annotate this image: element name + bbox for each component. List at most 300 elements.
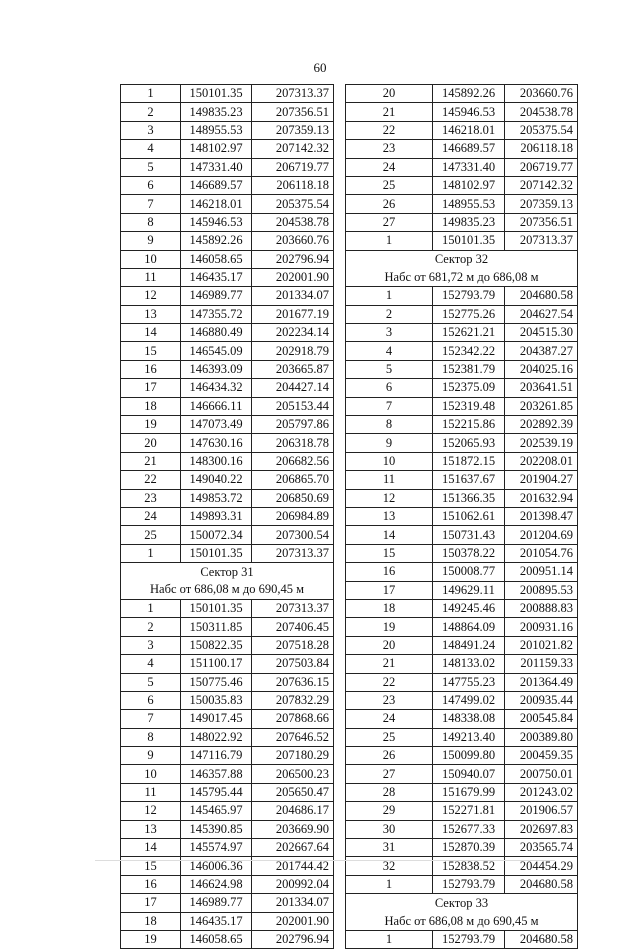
x-coordinate-cell: 147331.40 bbox=[433, 158, 505, 176]
table-row bbox=[121, 783, 334, 801]
point-number-cell: 3 bbox=[121, 121, 181, 139]
x-coordinate-cell: 151100.17 bbox=[181, 655, 252, 673]
x-coordinate-cell: 152215.86 bbox=[433, 416, 505, 434]
table-row bbox=[346, 930, 578, 948]
point-number-cell: 14 bbox=[121, 324, 181, 342]
y-coordinate-cell: 201364.49 bbox=[505, 673, 578, 691]
point-number-cell: 6 bbox=[121, 691, 181, 709]
y-coordinate-cell: 202001.90 bbox=[252, 268, 334, 286]
table-row bbox=[346, 544, 578, 562]
y-coordinate-cell: 202892.39 bbox=[505, 416, 578, 434]
y-coordinate-cell: 207300.54 bbox=[252, 526, 334, 544]
y-coordinate-cell: 201744.42 bbox=[252, 857, 334, 875]
table-row bbox=[121, 673, 334, 691]
y-coordinate-cell: 203660.76 bbox=[505, 85, 578, 103]
coordinates-table-right bbox=[345, 84, 578, 949]
y-coordinate-cell: 207142.32 bbox=[505, 176, 578, 194]
x-coordinate-cell: 150731.43 bbox=[433, 526, 505, 544]
x-coordinate-cell: 145946.53 bbox=[181, 213, 252, 231]
point-number-cell: 21 bbox=[346, 103, 433, 121]
table-row bbox=[346, 360, 578, 378]
table-row bbox=[121, 544, 334, 562]
point-number-cell: 10 bbox=[121, 765, 181, 783]
sector-header-row bbox=[346, 894, 578, 912]
point-number-cell: 17 bbox=[121, 894, 181, 912]
x-coordinate-cell: 149040.22 bbox=[181, 471, 252, 489]
x-coordinate-cell: 148338.08 bbox=[433, 710, 505, 728]
y-coordinate-cell: 207356.51 bbox=[505, 213, 578, 231]
y-coordinate-cell: 207313.37 bbox=[252, 544, 334, 562]
y-coordinate-cell: 203665.87 bbox=[252, 360, 334, 378]
sector-height-range: Набс от 681,72 м до 686,08 м bbox=[346, 268, 578, 286]
y-coordinate-cell: 204538.78 bbox=[252, 213, 334, 231]
table-row bbox=[346, 85, 578, 103]
x-coordinate-cell: 152793.79 bbox=[433, 875, 505, 893]
x-coordinate-cell: 150099.80 bbox=[433, 747, 505, 765]
point-number-cell: 10 bbox=[121, 250, 181, 268]
footer-divider bbox=[95, 860, 555, 861]
table-row bbox=[121, 342, 334, 360]
point-number-cell: 8 bbox=[121, 728, 181, 746]
point-number-cell: 1 bbox=[346, 930, 433, 948]
point-number-cell: 13 bbox=[346, 507, 433, 525]
table-row bbox=[346, 452, 578, 470]
x-coordinate-cell: 145892.26 bbox=[181, 232, 252, 250]
x-coordinate-cell: 152677.33 bbox=[433, 820, 505, 838]
sector-height-range: Набс от 686,08 м до 690,45 м bbox=[121, 581, 334, 599]
x-coordinate-cell: 147073.49 bbox=[181, 416, 252, 434]
y-coordinate-cell: 204515.30 bbox=[505, 324, 578, 342]
x-coordinate-cell: 152342.22 bbox=[433, 342, 505, 360]
point-number-cell: 7 bbox=[121, 710, 181, 728]
x-coordinate-cell: 145946.53 bbox=[433, 103, 505, 121]
x-coordinate-cell: 146624.98 bbox=[181, 875, 252, 893]
table-row bbox=[346, 710, 578, 728]
x-coordinate-cell: 149853.72 bbox=[181, 489, 252, 507]
y-coordinate-cell: 207646.52 bbox=[252, 728, 334, 746]
point-number-cell: 29 bbox=[346, 802, 433, 820]
x-coordinate-cell: 148864.09 bbox=[433, 618, 505, 636]
point-number-cell: 20 bbox=[346, 85, 433, 103]
point-number-cell: 12 bbox=[121, 287, 181, 305]
table-row bbox=[346, 820, 578, 838]
point-number-cell: 6 bbox=[121, 176, 181, 194]
x-coordinate-cell: 145390.85 bbox=[181, 820, 252, 838]
table-row bbox=[346, 728, 578, 746]
y-coordinate-cell: 204627.54 bbox=[505, 305, 578, 323]
point-number-cell: 27 bbox=[346, 765, 433, 783]
point-number-cell: 19 bbox=[346, 618, 433, 636]
y-coordinate-cell: 201677.19 bbox=[252, 305, 334, 323]
x-coordinate-cell: 151637.67 bbox=[433, 471, 505, 489]
table-row bbox=[346, 434, 578, 452]
table-row bbox=[121, 507, 334, 525]
x-coordinate-cell: 152065.93 bbox=[433, 434, 505, 452]
point-number-cell: 20 bbox=[121, 434, 181, 452]
point-number-cell: 6 bbox=[346, 379, 433, 397]
x-coordinate-cell: 150311.85 bbox=[181, 618, 252, 636]
point-number-cell: 1 bbox=[121, 85, 181, 103]
x-coordinate-cell: 152870.39 bbox=[433, 839, 505, 857]
table-row bbox=[121, 121, 334, 139]
y-coordinate-cell: 203641.51 bbox=[505, 379, 578, 397]
point-number-cell: 14 bbox=[346, 526, 433, 544]
table-row bbox=[121, 636, 334, 654]
table-row bbox=[346, 783, 578, 801]
point-number-cell: 16 bbox=[346, 563, 433, 581]
point-number-cell: 15 bbox=[121, 857, 181, 875]
x-coordinate-cell: 152621.21 bbox=[433, 324, 505, 342]
table-row bbox=[121, 747, 334, 765]
x-coordinate-cell: 150072.34 bbox=[181, 526, 252, 544]
x-coordinate-cell: 150775.46 bbox=[181, 673, 252, 691]
y-coordinate-cell: 200750.01 bbox=[505, 765, 578, 783]
point-number-cell: 24 bbox=[346, 710, 433, 728]
y-coordinate-cell: 200459.35 bbox=[505, 747, 578, 765]
y-coordinate-cell: 202796.94 bbox=[252, 930, 334, 948]
y-coordinate-cell: 201904.27 bbox=[505, 471, 578, 489]
coordinates-table-left bbox=[120, 84, 334, 949]
table-row bbox=[121, 416, 334, 434]
y-coordinate-cell: 203660.76 bbox=[252, 232, 334, 250]
y-coordinate-cell: 205375.54 bbox=[505, 121, 578, 139]
x-coordinate-cell: 148955.53 bbox=[181, 121, 252, 139]
table-row bbox=[346, 802, 578, 820]
y-coordinate-cell: 207832.29 bbox=[252, 691, 334, 709]
x-coordinate-cell: 146666.11 bbox=[181, 397, 252, 415]
point-number-cell: 3 bbox=[121, 636, 181, 654]
table-row bbox=[121, 268, 334, 286]
y-coordinate-cell: 201906.57 bbox=[505, 802, 578, 820]
table-row bbox=[346, 140, 578, 158]
point-number-cell: 22 bbox=[121, 471, 181, 489]
point-number-cell: 18 bbox=[121, 912, 181, 930]
point-number-cell: 1 bbox=[346, 232, 433, 250]
point-number-cell: 9 bbox=[121, 747, 181, 765]
point-number-cell: 18 bbox=[346, 599, 433, 617]
table-row bbox=[121, 250, 334, 268]
y-coordinate-cell: 202796.94 bbox=[252, 250, 334, 268]
point-number-cell: 17 bbox=[346, 581, 433, 599]
x-coordinate-cell: 146006.36 bbox=[181, 857, 252, 875]
y-coordinate-cell: 203669.90 bbox=[252, 820, 334, 838]
table-row bbox=[346, 691, 578, 709]
y-coordinate-cell: 205153.44 bbox=[252, 397, 334, 415]
x-coordinate-cell: 147355.72 bbox=[181, 305, 252, 323]
y-coordinate-cell: 201021.82 bbox=[505, 636, 578, 654]
y-coordinate-cell: 201243.02 bbox=[505, 783, 578, 801]
table-row bbox=[346, 636, 578, 654]
table-row bbox=[121, 287, 334, 305]
y-coordinate-cell: 207356.51 bbox=[252, 103, 334, 121]
point-number-cell: 30 bbox=[346, 820, 433, 838]
x-coordinate-cell: 146689.57 bbox=[433, 140, 505, 158]
x-coordinate-cell: 150822.35 bbox=[181, 636, 252, 654]
table-row bbox=[346, 875, 578, 893]
table-row bbox=[121, 379, 334, 397]
y-coordinate-cell: 200389.80 bbox=[505, 728, 578, 746]
point-number-cell: 5 bbox=[121, 158, 181, 176]
x-coordinate-cell: 149835.23 bbox=[181, 103, 252, 121]
table-row bbox=[346, 618, 578, 636]
x-coordinate-cell: 148133.02 bbox=[433, 655, 505, 673]
x-coordinate-cell: 149835.23 bbox=[433, 213, 505, 231]
table-row bbox=[346, 379, 578, 397]
sector-header-row bbox=[346, 250, 578, 268]
x-coordinate-cell: 146989.77 bbox=[181, 894, 252, 912]
sector-height-range: Набс от 686,08 м до 690,45 м bbox=[346, 912, 578, 930]
x-coordinate-cell: 149017.45 bbox=[181, 710, 252, 728]
x-coordinate-cell: 146218.01 bbox=[433, 121, 505, 139]
table-row bbox=[121, 691, 334, 709]
point-number-cell: 4 bbox=[121, 655, 181, 673]
table-row bbox=[121, 655, 334, 673]
point-number-cell: 1 bbox=[346, 287, 433, 305]
x-coordinate-cell: 146880.49 bbox=[181, 324, 252, 342]
table-row bbox=[346, 103, 578, 121]
y-coordinate-cell: 206500.23 bbox=[252, 765, 334, 783]
table-row bbox=[121, 471, 334, 489]
point-number-cell: 4 bbox=[121, 140, 181, 158]
point-number-cell: 16 bbox=[121, 360, 181, 378]
x-coordinate-cell: 150101.35 bbox=[181, 599, 252, 617]
x-coordinate-cell: 147499.02 bbox=[433, 691, 505, 709]
y-coordinate-cell: 201398.47 bbox=[505, 507, 578, 525]
y-coordinate-cell: 204454.29 bbox=[505, 857, 578, 875]
y-coordinate-cell: 204680.58 bbox=[505, 930, 578, 948]
page-number: 60 bbox=[313, 60, 327, 75]
y-coordinate-cell: 207313.37 bbox=[252, 85, 334, 103]
sector-title: Сектор 31 bbox=[121, 563, 334, 581]
y-coordinate-cell: 204680.58 bbox=[505, 875, 578, 893]
x-coordinate-cell: 150940.07 bbox=[433, 765, 505, 783]
y-coordinate-cell: 207359.13 bbox=[252, 121, 334, 139]
x-coordinate-cell: 145892.26 bbox=[433, 85, 505, 103]
table-row bbox=[121, 765, 334, 783]
table-row bbox=[346, 526, 578, 544]
y-coordinate-cell: 207180.29 bbox=[252, 747, 334, 765]
point-number-cell: 18 bbox=[121, 397, 181, 415]
y-coordinate-cell: 202918.79 bbox=[252, 342, 334, 360]
y-coordinate-cell: 207868.66 bbox=[252, 710, 334, 728]
point-number-cell: 12 bbox=[121, 802, 181, 820]
y-coordinate-cell: 200931.16 bbox=[505, 618, 578, 636]
point-number-cell: 22 bbox=[346, 673, 433, 691]
table-row bbox=[346, 397, 578, 415]
point-number-cell: 2 bbox=[121, 618, 181, 636]
table-row bbox=[346, 158, 578, 176]
point-number-cell: 19 bbox=[121, 416, 181, 434]
point-number-cell: 24 bbox=[121, 507, 181, 525]
y-coordinate-cell: 204387.27 bbox=[505, 342, 578, 360]
table-row bbox=[121, 930, 334, 948]
x-coordinate-cell: 152381.79 bbox=[433, 360, 505, 378]
table-row bbox=[346, 176, 578, 194]
y-coordinate-cell: 206865.70 bbox=[252, 471, 334, 489]
sector-title: Сектор 33 bbox=[346, 894, 578, 912]
table-row bbox=[121, 176, 334, 194]
x-coordinate-cell: 149245.46 bbox=[433, 599, 505, 617]
x-coordinate-cell: 152271.81 bbox=[433, 802, 505, 820]
y-coordinate-cell: 206719.77 bbox=[252, 158, 334, 176]
x-coordinate-cell: 146434.32 bbox=[181, 379, 252, 397]
point-number-cell: 28 bbox=[346, 783, 433, 801]
y-coordinate-cell: 207406.45 bbox=[252, 618, 334, 636]
point-number-cell: 11 bbox=[121, 783, 181, 801]
x-coordinate-cell: 147116.79 bbox=[181, 747, 252, 765]
table-row bbox=[121, 434, 334, 452]
table-row bbox=[121, 305, 334, 323]
y-coordinate-cell: 206118.18 bbox=[252, 176, 334, 194]
x-coordinate-cell: 148300.16 bbox=[181, 452, 252, 470]
y-coordinate-cell: 206850.69 bbox=[252, 489, 334, 507]
table-row bbox=[121, 232, 334, 250]
y-coordinate-cell: 207359.13 bbox=[505, 195, 578, 213]
point-number-cell: 21 bbox=[346, 655, 433, 673]
x-coordinate-cell: 148022.92 bbox=[181, 728, 252, 746]
x-coordinate-cell: 148102.97 bbox=[433, 176, 505, 194]
y-coordinate-cell: 207503.84 bbox=[252, 655, 334, 673]
table-row bbox=[121, 85, 334, 103]
sector-title: Сектор 32 bbox=[346, 250, 578, 268]
point-number-cell: 2 bbox=[346, 305, 433, 323]
point-number-cell: 23 bbox=[346, 691, 433, 709]
point-number-cell: 21 bbox=[121, 452, 181, 470]
y-coordinate-cell: 204686.17 bbox=[252, 802, 334, 820]
x-coordinate-cell: 146058.65 bbox=[181, 930, 252, 948]
y-coordinate-cell: 202001.90 bbox=[252, 912, 334, 930]
sector-range-row bbox=[346, 268, 578, 286]
point-number-cell: 16 bbox=[121, 875, 181, 893]
table-row bbox=[121, 213, 334, 231]
x-coordinate-cell: 146435.17 bbox=[181, 912, 252, 930]
table-row bbox=[121, 839, 334, 857]
point-number-cell: 15 bbox=[121, 342, 181, 360]
table-row bbox=[121, 452, 334, 470]
x-coordinate-cell: 145465.97 bbox=[181, 802, 252, 820]
y-coordinate-cell: 202208.01 bbox=[505, 452, 578, 470]
x-coordinate-cell: 147331.40 bbox=[181, 158, 252, 176]
table-row bbox=[121, 875, 334, 893]
point-number-cell: 11 bbox=[121, 268, 181, 286]
y-coordinate-cell: 200545.84 bbox=[505, 710, 578, 728]
y-coordinate-cell: 201054.76 bbox=[505, 544, 578, 562]
x-coordinate-cell: 146545.09 bbox=[181, 342, 252, 360]
x-coordinate-cell: 151062.61 bbox=[433, 507, 505, 525]
point-number-cell: 23 bbox=[346, 140, 433, 158]
y-coordinate-cell: 207636.15 bbox=[252, 673, 334, 691]
x-coordinate-cell: 149629.11 bbox=[433, 581, 505, 599]
y-coordinate-cell: 205375.54 bbox=[252, 195, 334, 213]
y-coordinate-cell: 205650.47 bbox=[252, 783, 334, 801]
table-row bbox=[346, 416, 578, 434]
x-coordinate-cell: 149213.40 bbox=[433, 728, 505, 746]
table-row bbox=[346, 324, 578, 342]
point-number-cell: 13 bbox=[121, 305, 181, 323]
point-number-cell: 2 bbox=[121, 103, 181, 121]
x-coordinate-cell: 146218.01 bbox=[181, 195, 252, 213]
x-coordinate-cell: 152838.52 bbox=[433, 857, 505, 875]
point-number-cell: 1 bbox=[121, 544, 181, 562]
point-number-cell: 11 bbox=[346, 471, 433, 489]
x-coordinate-cell: 146357.88 bbox=[181, 765, 252, 783]
point-number-cell: 22 bbox=[346, 121, 433, 139]
point-number-cell: 1 bbox=[121, 599, 181, 617]
point-number-cell: 8 bbox=[346, 416, 433, 434]
point-number-cell: 9 bbox=[346, 434, 433, 452]
sector-range-row bbox=[346, 912, 578, 930]
point-number-cell: 4 bbox=[346, 342, 433, 360]
table-row bbox=[121, 710, 334, 728]
x-coordinate-cell: 151872.15 bbox=[433, 452, 505, 470]
point-number-cell: 26 bbox=[346, 747, 433, 765]
table-row bbox=[346, 342, 578, 360]
x-coordinate-cell: 146058.65 bbox=[181, 250, 252, 268]
table-row bbox=[346, 471, 578, 489]
table-row bbox=[121, 728, 334, 746]
x-coordinate-cell: 150008.77 bbox=[433, 563, 505, 581]
x-coordinate-cell: 147630.16 bbox=[181, 434, 252, 452]
table-row bbox=[121, 802, 334, 820]
table-row bbox=[346, 121, 578, 139]
x-coordinate-cell: 151679.99 bbox=[433, 783, 505, 801]
y-coordinate-cell: 201334.07 bbox=[252, 894, 334, 912]
y-coordinate-cell: 206984.89 bbox=[252, 507, 334, 525]
y-coordinate-cell: 200992.04 bbox=[252, 875, 334, 893]
point-number-cell: 23 bbox=[121, 489, 181, 507]
x-coordinate-cell: 148491.24 bbox=[433, 636, 505, 654]
y-coordinate-cell: 201334.07 bbox=[252, 287, 334, 305]
point-number-cell: 25 bbox=[121, 526, 181, 544]
x-coordinate-cell: 152775.26 bbox=[433, 305, 505, 323]
y-coordinate-cell: 202234.14 bbox=[252, 324, 334, 342]
y-coordinate-cell: 200888.83 bbox=[505, 599, 578, 617]
x-coordinate-cell: 152793.79 bbox=[433, 930, 505, 948]
table-row bbox=[121, 103, 334, 121]
point-number-cell: 1 bbox=[346, 875, 433, 893]
y-coordinate-cell: 204025.16 bbox=[505, 360, 578, 378]
point-number-cell: 19 bbox=[121, 930, 181, 948]
y-coordinate-cell: 202539.19 bbox=[505, 434, 578, 452]
y-coordinate-cell: 206682.56 bbox=[252, 452, 334, 470]
point-number-cell: 5 bbox=[121, 673, 181, 691]
x-coordinate-cell: 150035.83 bbox=[181, 691, 252, 709]
point-number-cell: 9 bbox=[121, 232, 181, 250]
table-row bbox=[121, 324, 334, 342]
table-row bbox=[346, 655, 578, 673]
table-row bbox=[346, 287, 578, 305]
point-number-cell: 32 bbox=[346, 857, 433, 875]
table-row bbox=[346, 581, 578, 599]
table-row bbox=[121, 618, 334, 636]
y-coordinate-cell: 206719.77 bbox=[505, 158, 578, 176]
point-number-cell: 8 bbox=[121, 213, 181, 231]
x-coordinate-cell: 148955.53 bbox=[433, 195, 505, 213]
x-coordinate-cell: 148102.97 bbox=[181, 140, 252, 158]
table-row bbox=[121, 195, 334, 213]
point-number-cell: 12 bbox=[346, 489, 433, 507]
point-number-cell: 26 bbox=[346, 195, 433, 213]
point-number-cell: 24 bbox=[346, 158, 433, 176]
x-coordinate-cell: 147755.23 bbox=[433, 673, 505, 691]
x-coordinate-cell: 145795.44 bbox=[181, 783, 252, 801]
table-row bbox=[121, 140, 334, 158]
y-coordinate-cell: 207313.37 bbox=[505, 232, 578, 250]
x-coordinate-cell: 149893.31 bbox=[181, 507, 252, 525]
point-number-cell: 27 bbox=[346, 213, 433, 231]
table-row bbox=[346, 747, 578, 765]
y-coordinate-cell: 203565.74 bbox=[505, 839, 578, 857]
